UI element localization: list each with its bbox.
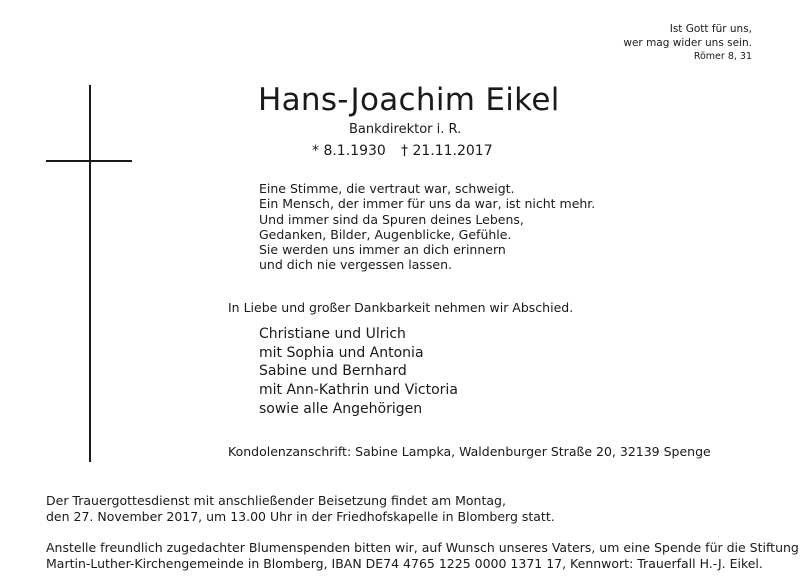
donation-request bbox=[46, 540, 799, 572]
poem-line: Ein Mensch, der immer für uns da war, ist nicht mehr. bbox=[259, 196, 596, 212]
funeral-service-info bbox=[46, 493, 555, 525]
poem-line: Eine Stimme, die vertraut war, schweigt. bbox=[259, 181, 515, 196]
bible-verse-line-2: wer mag wider uns sein. bbox=[623, 37, 752, 49]
family-member: mit Sophia und Antonia bbox=[259, 344, 424, 361]
cross-icon-crossbar bbox=[46, 160, 132, 162]
death-date: † 21.11.2017 bbox=[401, 143, 493, 159]
service-line: Der Trauergottesdienst mit anschließender Beisetzung findet am Montag, bbox=[46, 493, 506, 508]
cross-icon bbox=[89, 85, 91, 462]
family-member: sowie alle Angehörigen bbox=[259, 400, 423, 417]
donation-line: Martin-Luther-Kirchengemeinde in Blomberg, IBAN DE74 4765 1225 0000 1371 17, Kennwort: Trauerfall H.-J. Eikel. bbox=[46, 556, 763, 571]
deceased-title: Bankdirektor i. R. bbox=[349, 122, 462, 137]
poem-line: Gedanken, Bilder, Augenblicke, Gefühle. bbox=[259, 226, 512, 242]
poem bbox=[259, 181, 595, 273]
poem-line: Und immer sind da Spuren deines Lebens, bbox=[259, 211, 524, 227]
family-member: Sabine und Bernhard bbox=[259, 363, 407, 380]
poem-line: und dich nie vergessen lassen. bbox=[259, 257, 452, 273]
family-member: Christiane und Ulrich bbox=[259, 326, 406, 342]
family-member: mit Ann-Kathrin und Victoria bbox=[259, 382, 458, 399]
family-list bbox=[259, 325, 458, 419]
bible-verse bbox=[623, 22, 752, 64]
service-line: den 27. November 2017, um 13.00 Uhr in der Friedhofskapelle in Blomberg statt. bbox=[46, 509, 555, 524]
bible-verse-line-1: Ist Gott für uns, bbox=[669, 23, 752, 35]
deceased-name: Hans-Joachim Eikel bbox=[258, 82, 560, 118]
bible-verse-reference: Römer 8, 31 bbox=[693, 51, 752, 62]
birth-date: * 8.1.1930 bbox=[312, 143, 386, 159]
donation-line: Anstelle freundlich zugedachter Blumenspenden bitten wir, auf Wunsch unseres Vaters, um eine Spende für die Stiftung bbox=[46, 540, 799, 555]
farewell-text: In Liebe und großer Dankbarkeit nehmen wir Abschied. bbox=[228, 300, 574, 315]
condolence-address: Kondolenzanschrift: Sabine Lampka, Waldenburger Straße 20, 32139 Spenge bbox=[228, 444, 711, 459]
poem-line: Sie werden uns immer an dich erinnern bbox=[259, 242, 506, 258]
